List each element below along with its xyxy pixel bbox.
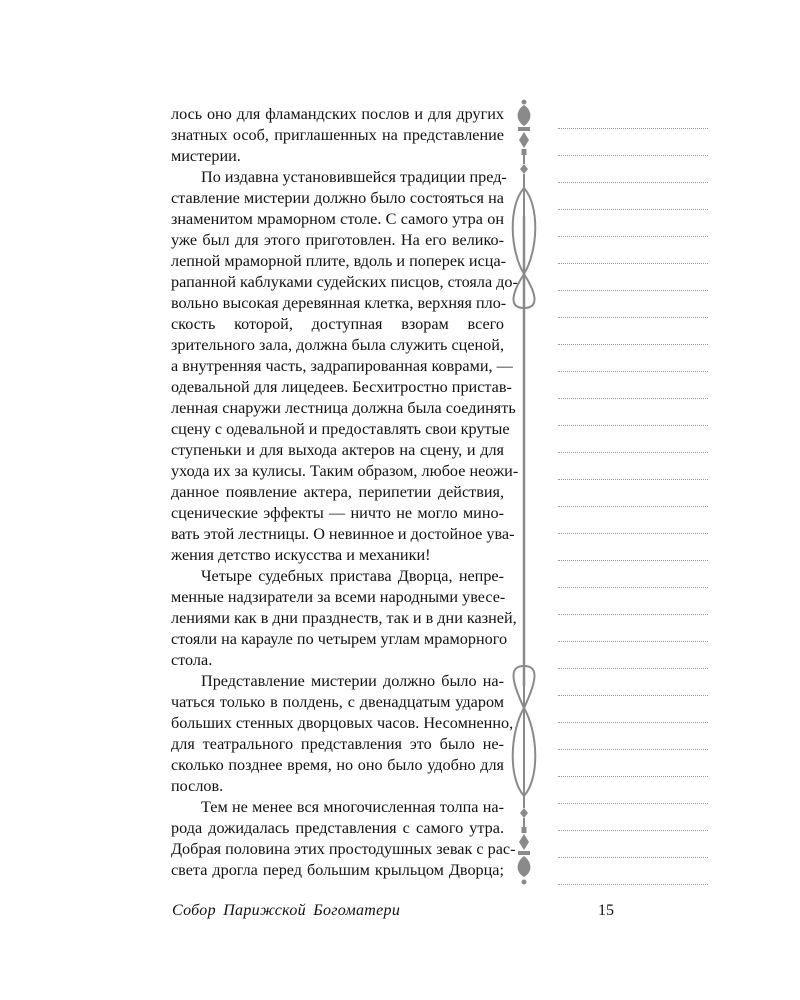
note-line [558,209,708,210]
text-line: чаться только в полдень, с двенадцатым ударом [171,693,504,711]
note-line [558,560,708,561]
text-line: Четыре судебных пристава Дворца, непре- [201,567,504,585]
note-line [558,587,708,588]
text-line: лось оно для фламандских послов и для других [171,105,504,123]
text-line: уже был для этого приготовлен. На его велико- [171,231,504,249]
note-line [558,290,708,291]
text-line: ставление мистерии должно было состояться на [171,189,504,207]
text-line: Добрая половина этих простодушных зевак с рас- [171,840,516,858]
note-line [558,371,708,372]
text-line: рапанной каблуками судейских писцов, стояла до- [171,273,518,291]
text-line: знатных особ, приглашенных на представление [171,126,504,144]
text-line: данное появление актера, перипетии действия, [171,483,504,501]
note-line [558,506,708,507]
text-line: ухода их за кулисы. Таким образом, любое неожи- [171,462,519,480]
text-line: послов. [171,777,224,795]
note-line [558,776,708,777]
note-line [558,884,708,885]
note-line [558,317,708,318]
note-line [558,614,708,615]
text-line: зрительного зала, должна была служить сценой, [171,336,504,354]
note-line [558,533,708,534]
text-line: ступеньки и для выхода актеров на сцену, и для [171,441,504,459]
text-line: одевальной для лицедеев. Бесхитростно пристав- [171,378,512,396]
note-line [558,668,708,669]
text-line: сколько позднее время, но оно было удобно для [171,756,504,774]
note-line [558,155,708,156]
text-line: По издавна установившейся традиции пред- [201,168,507,186]
text-line: мистерии. [171,147,241,165]
text-line: сценические эффекты — ничто не могло мино- [171,504,504,522]
text-line: сцену с одевальной и предоставлять свои крутые [171,420,510,438]
page-number: 15 [598,902,614,919]
text-line: Представление мистерии должно было на- [201,672,504,690]
text-line: вать этой лестницы. О невинное и достойное ува- [171,525,515,543]
text-line: лениями как в дни празднеств, так и в дни казней, [171,609,517,627]
text-line: для театрального представления это было не- [171,735,504,753]
note-line [558,803,708,804]
note-line [558,398,708,399]
note-line [558,641,708,642]
text-line: Тем не менее вся многочисленная толпа на- [201,798,504,816]
text-line: больших стенных дворцовых часов. Несомненно, [171,714,514,732]
note-line [558,236,708,237]
note-line [558,749,708,750]
text-line: стола. [171,651,213,669]
text-line: лепной мраморной плите, вдоль и поперек исца- [171,252,507,270]
text-line: а внутренняя часть, задрапированная коврами, — [171,357,513,375]
text-line: скость которой, доступная взорам всего [171,315,504,333]
note-line [558,182,708,183]
note-line [558,722,708,723]
ornamental-divider [508,96,540,888]
note-line [558,263,708,264]
note-line [558,128,708,129]
text-line: вольно высокая деревянная клетка, верхняя пло- [171,294,507,312]
text-line: рода дожидалась представления с самого утра. [171,819,504,837]
note-line [558,344,708,345]
note-line [558,479,708,480]
text-line: света дрогла перед большим крыльцом Дворца; [171,861,504,879]
note-line [558,857,708,858]
text-line: менные надзиратели за всеми народными увесе- [171,588,506,606]
text-line: стояли на карауле по четырем углам мраморного [171,630,508,648]
note-line [558,425,708,426]
text-line: ленная снаружи лестница должна была соединять [171,399,516,417]
running-footer-title: Собор Парижской Богоматери [172,902,401,919]
note-line [558,695,708,696]
note-line [558,452,708,453]
text-line: жения детство искусства и механики! [171,546,431,564]
note-line [558,830,708,831]
body-text [171,104,519,881]
note-lines [558,104,708,904]
text-line: знаменитом мраморном столе. С самого утра он [171,210,504,228]
